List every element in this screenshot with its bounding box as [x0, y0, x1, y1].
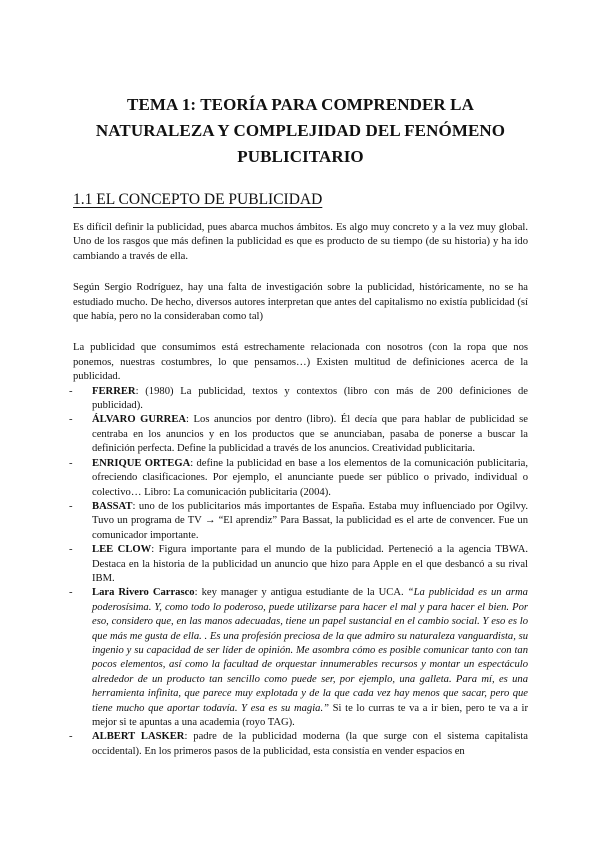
author-description: : Los anuncios por dentro (libro). Él decía que para hablar de publicidad se centraba en los anuncios y en los productos que se anunciaban, pasaba de ponerse a buscar la definición perfecta. Define la publicidad a través de los anuncios. Creatividad publicitaria.: [92, 414, 529, 455]
author-name: Lara Rivero Carrasco: [92, 587, 195, 599]
author-name: FERRER: [92, 385, 136, 397]
bullet-dash: -: [69, 731, 73, 743]
author-name: BASSAT: [92, 500, 133, 512]
author-name: ENRIQUE ORTEGA: [92, 457, 191, 469]
bullet-dash: -: [69, 457, 73, 469]
author-description: : (1980) La publicidad, textos y contextos (libro con más de 200 definiciones de publicidad).: [92, 385, 528, 412]
bullet-dash: -: [69, 385, 73, 397]
bullet-dash: -: [69, 544, 73, 556]
bullet-dash: -: [69, 587, 73, 599]
author-comment: Si te lo curras te va a ir bien, pero te va a ir mejor si te apuntas a una academia (royo TAG).: [92, 702, 528, 728]
author-name: ALBERT LASKER: [92, 731, 185, 743]
page-title: TEMA 1: TEORÍA PARA COMPRENDER LA NATURALEZA Y COMPLEJIDAD DEL FENÓMENO PUBLICITARIO: [95, 95, 506, 166]
author-quote: “La publicidad es un arma poderosísima. Y, como todo lo poderoso, puede utilizarse para hacer el mal y para hacer el bien. Por eso, considero que, en las manos adecuadas, tiene un papel sustancial en el cambio social. Y eso es lo que más me gusta de ella. . Es una profesión preciosa de la que admiro su naturaleza vanguardista, su ingenio y su capacidad de ser líder de opinión. Me asombra cómo es posible comunicar tanto con tan pocos elementos, así como la facultad de orquestar innumerables recursos y montar un espectáculo alrededor de un producto tan sencillo como puede ser, por ejemplo, una galleta. Para mí, es una herramienta infinita, que parece muy explotada y de la que cada vez hay menos que sacar, pero que tiene mucho que aportar todavía. Y esa es su magia.”: [92, 587, 528, 714]
list-item-bassat: [69, 500, 528, 543]
document-page: [69, 92, 529, 759]
bullet-dash: -: [69, 414, 73, 426]
list-item-ferrer: [69, 385, 528, 414]
author-description: : padre de la publicidad moderna (la que surge con el sistema capitalista occidental). En los primeros pasos de la publicidad, esta consistía en vender espacios en: [92, 731, 528, 757]
author-list: [69, 385, 529, 760]
paragraph-rodriguez: Según Sergio Rodríguez, hay una falta de investigación sobre la publicidad, históricamente, no se ha estudiado mucho. De hecho, diversos autores interpretan que antes del capitalismo no existía publicidad (sí que había, pero no la consideraban como tal): [73, 282, 528, 323]
bullet-dash: -: [69, 500, 73, 512]
author-description: : uno de los publicitarios más importantes de España. Estaba muy influenciado por Ogilvy. Tuvo un programa de TV → “El aprendiz” Para Bassat, la publicidad es el arte de convencer. Fue un comunicador importante.: [92, 500, 528, 541]
author-description: : Figura importante para el mundo de la publicidad. Perteneció a la agencia TBWA. Destaca en la historia de la publicidad un anuncio que hizo para Apple en el que desbancó a su rival IBM.: [92, 544, 528, 584]
author-name: LEE CLOW: [92, 544, 152, 556]
list-item-gurrea: [69, 413, 529, 456]
author-name: ÁLVARO GURREA: [92, 414, 187, 426]
section-heading-text: 1.1 EL CONCEPTO DE PUBLICIDAD: [73, 191, 323, 208]
section-heading: [73, 190, 528, 209]
list-item-lara-rivero: [69, 586, 528, 730]
list-item-lasker: [69, 730, 528, 759]
author-description: : define la publicidad en base a los elementos de la comunicación publicitaria, ofreciendo clasificaciones. Por ejemplo, el anunciante puede ser público o privado, individual o colectivo… Libro: La comunicación publicitaria (2004).: [92, 457, 528, 498]
paragraph-definitions: La publicidad que consumimos está estrechamente relacionada con nosotros (con la ropa que nos ponemos, nuestras costumbres, lo que pensamos…) Existen multitud de definiciones acerca de la publicidad.: [73, 342, 528, 383]
paragraph-intro: Es difícil definir la publicidad, pues abarca muchos ámbitos. Es algo muy concreto y a la vez muy global. Uno de los rasgos que más definen la publicidad es que es producto de su tiempo (de su historia) y ha ido cambiando a través de ella.: [73, 222, 528, 262]
list-item-ortega: [69, 457, 528, 500]
list-item-lee-clow: [69, 543, 528, 586]
author-description: : key manager y antigua estudiante de la UCA.: [194, 587, 408, 599]
